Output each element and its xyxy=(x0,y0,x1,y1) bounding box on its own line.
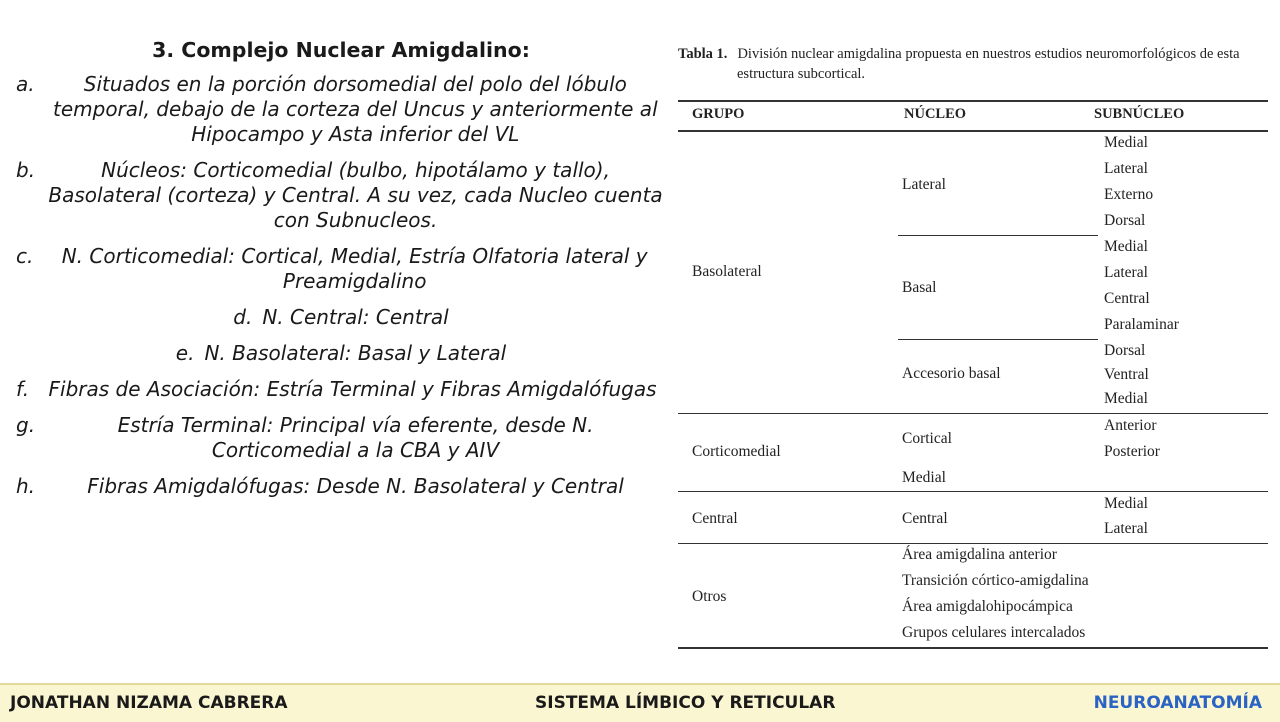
item-label: g. xyxy=(16,413,36,437)
table-caption xyxy=(678,44,1268,84)
item-label: e. xyxy=(175,341,195,365)
list-item-e xyxy=(16,341,666,366)
item-text: N. Corticomedial: Cortical, Medial, Estría Olfatoria lateral y Preamigdalino xyxy=(61,244,648,293)
list-item-a xyxy=(16,72,666,147)
group-otros: Otros xyxy=(692,588,727,605)
table-caption-label: Tabla 1. xyxy=(678,46,728,62)
table-rule xyxy=(678,491,1268,492)
subnucleus: Anterior xyxy=(1104,417,1157,434)
header-subnucleo: SUBNÚCLEO xyxy=(1094,106,1185,122)
footer-topic: SISTEMA LÍMBICO Y RETICULAR xyxy=(535,693,836,713)
otros-item: Área amigdalina anterior xyxy=(902,546,1057,563)
subnucleus: Paralaminar xyxy=(1104,316,1179,333)
item-label: f. xyxy=(16,377,30,401)
nucleus-basal: Basal xyxy=(902,279,937,296)
subnucleus: Medial xyxy=(1104,238,1148,255)
nucleus-medial: Medial xyxy=(902,469,946,486)
subnucleus: Lateral xyxy=(1104,520,1148,537)
group-corticomedial: Corticomedial xyxy=(692,443,781,460)
header-nucleo: NÚCLEO xyxy=(904,106,967,122)
table-caption-line1: División nuclear amigdalina propuesta en nuestros estudios neuromorfológicos de esta xyxy=(737,46,1240,62)
item-text: N. Basolateral: Basal y Lateral xyxy=(204,341,507,365)
list-item-b xyxy=(16,158,666,233)
subnucleus: Medial xyxy=(1104,134,1148,151)
amygdala-table xyxy=(678,38,1272,650)
nucleus-accesorio: Accesorio basal xyxy=(902,365,1001,382)
item-label: a. xyxy=(16,72,35,96)
subnucleus: Medial xyxy=(1104,495,1148,512)
slide-text xyxy=(16,38,666,510)
item-label: b. xyxy=(16,158,36,182)
item-label: h. xyxy=(16,474,36,498)
list-item-g xyxy=(16,413,666,463)
item-text: Núcleos: Corticomedial (bulbo, hipotálamo y tallo), Basolateral (corteza) y Central. A su vez, cada Nucleo cuenta con Subnucleos. xyxy=(48,158,663,232)
group-central: Central xyxy=(692,510,738,527)
table-rule-bottom xyxy=(678,647,1268,649)
table-rule-header xyxy=(678,130,1268,132)
item-label: d. xyxy=(233,305,253,329)
list-item-c xyxy=(16,244,666,294)
group-basolateral: Basolateral xyxy=(692,263,762,280)
subnucleus: Dorsal xyxy=(1104,342,1146,359)
table-rule xyxy=(678,543,1268,544)
otros-item: Transición córtico-amigdalina xyxy=(902,572,1089,589)
nucleus-lateral: Lateral xyxy=(902,176,946,193)
header-grupo: GRUPO xyxy=(692,106,745,122)
table-rule xyxy=(678,413,1268,414)
footer-course: NEUROANATOMÍA xyxy=(1093,693,1262,713)
otros-item: Área amigdalohipocámpica xyxy=(902,598,1073,615)
subnucleus: Lateral xyxy=(1104,264,1148,281)
subnucleus: Externo xyxy=(1104,186,1154,203)
subnucleus: Ventral xyxy=(1104,366,1149,383)
item-text: Estría Terminal: Principal vía eferente, desde N. Corticomedial a la CBA y AIV xyxy=(117,413,594,462)
item-label: c. xyxy=(16,244,34,268)
subnucleus: Medial xyxy=(1104,390,1148,407)
item-text: N. Central: Central xyxy=(262,305,449,329)
table-rule xyxy=(898,339,1098,340)
table-rule xyxy=(898,235,1098,236)
otros-item: Grupos celulares intercalados xyxy=(902,624,1086,641)
subnucleus: Central xyxy=(1104,290,1150,307)
item-text: Fibras de Asociación: Estría Terminal y Fibras Amigdalófugas xyxy=(48,377,657,401)
nucleus-cortical: Cortical xyxy=(902,430,952,447)
subnucleus: Dorsal xyxy=(1104,212,1146,229)
item-text: Situados en la porción dorsomedial del polo del lóbulo temporal, debajo de la corteza del Uncus y anteriormente al Hipocampo y Asta inferior del VL xyxy=(53,72,658,146)
list-item-d xyxy=(16,305,666,330)
subnucleus: Posterior xyxy=(1104,443,1160,460)
footer-author: JONATHAN NIZAMA CABRERA xyxy=(10,693,288,713)
footer-bar xyxy=(0,683,1280,722)
table-caption-line2: estructura subcortical. xyxy=(737,66,866,82)
slide-title: 3. Complejo Nuclear Amigdalino: xyxy=(152,38,530,62)
nucleus-central: Central xyxy=(902,510,948,527)
table-rule-top xyxy=(678,100,1268,102)
list-item-f xyxy=(16,377,666,402)
item-text: Fibras Amigdalófugas: Desde N. Basolateral y Central xyxy=(87,474,624,498)
list-item-h xyxy=(16,474,666,499)
subnucleus: Lateral xyxy=(1104,160,1148,177)
